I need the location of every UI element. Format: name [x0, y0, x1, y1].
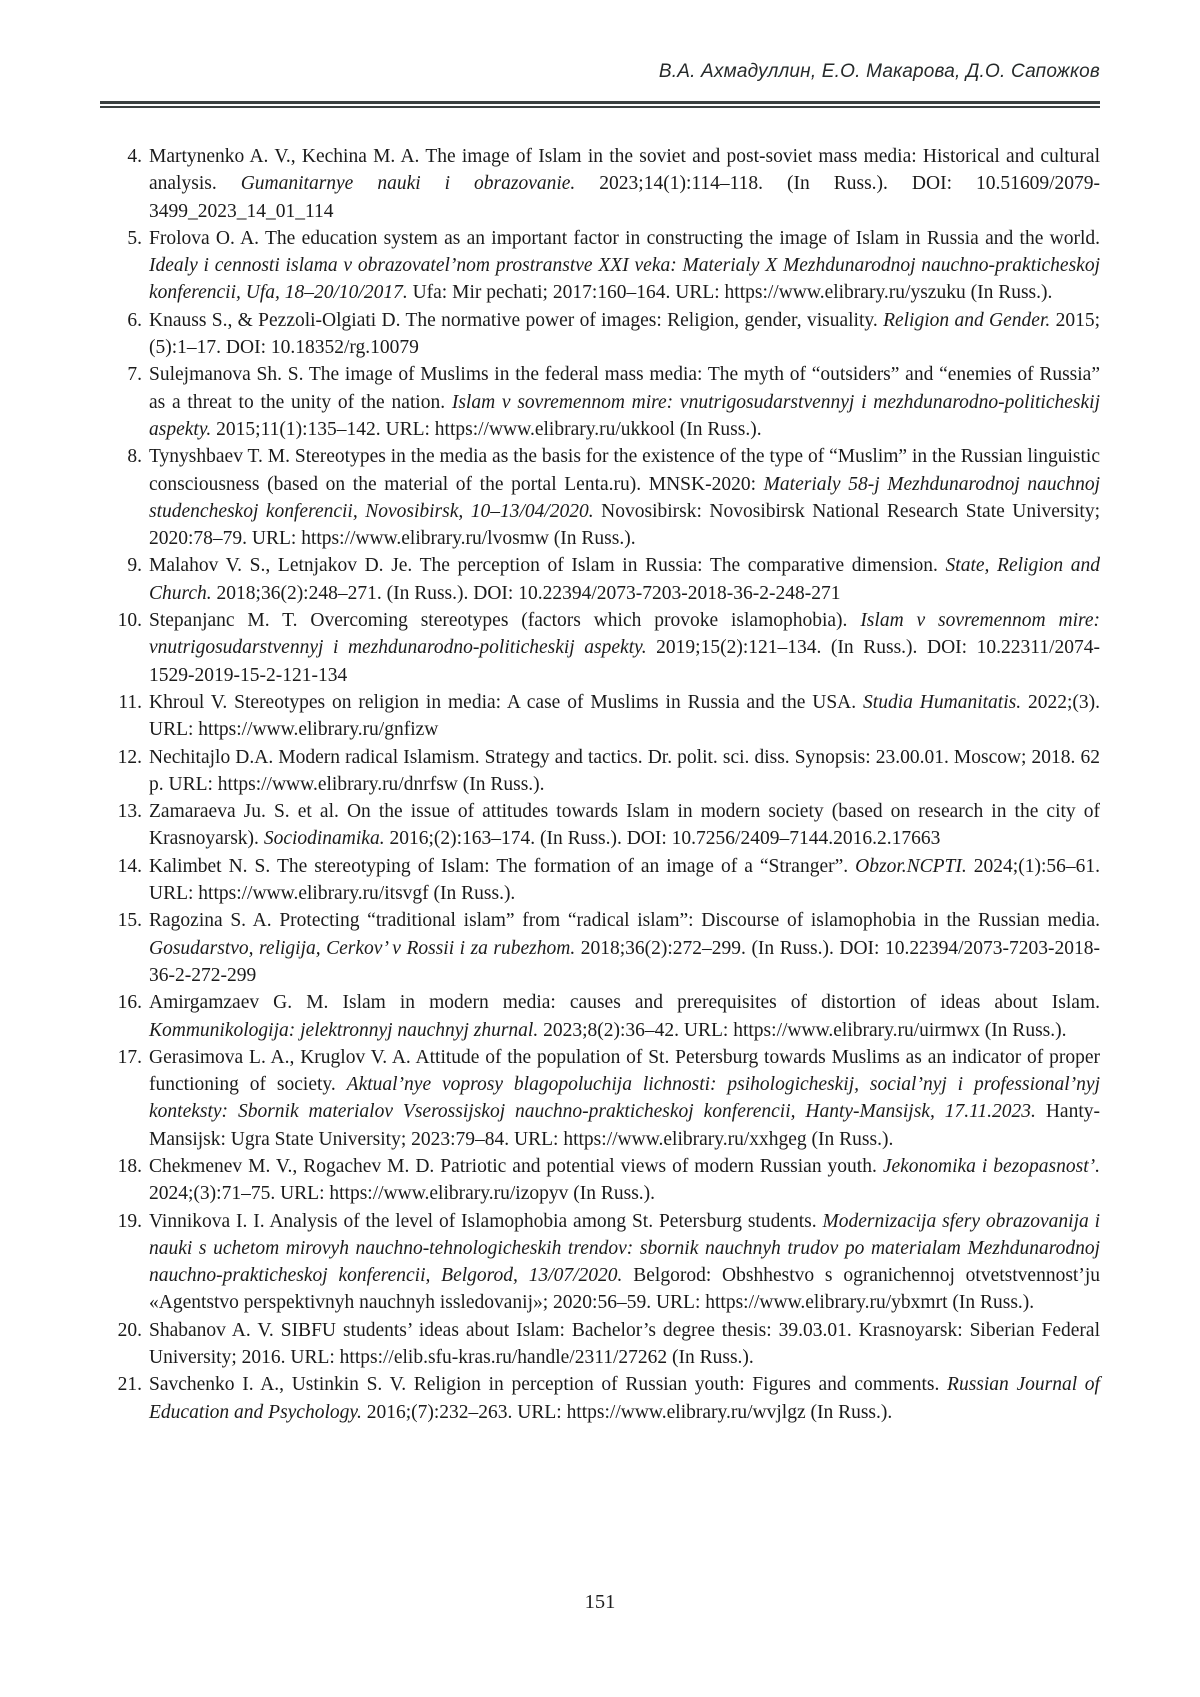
reference-item: [100, 744, 1100, 799]
reference-text: 2018;36(2):272–299. (In Russ.). DOI: 10.22394/2073-7203-2018-36-2-272-299: [149, 937, 1100, 986]
reference-number: 9.: [127, 555, 142, 577]
reference-number: 15.: [117, 910, 142, 932]
reference-item: [100, 989, 1100, 1044]
reference-number: 19.: [117, 1210, 142, 1232]
reference-text: Frolova O. A. The education system as an important factor in constructing the image of Islam in Russia and the world.: [149, 227, 1100, 249]
reference-text: 2019;15(2):121–134. (In Russ.). DOI: 10.22311/2074-1529-2019-15-2-121-134: [149, 637, 1100, 686]
reference-text: Savchenko I. A., Ustinkin S. V. Religion in perception of Russian youth: Figures and comments.: [149, 1374, 948, 1396]
reference-number: 10.: [117, 610, 142, 632]
reference-text: Ragozina S. A. Protecting “traditional islam” from “radical islam”: Discourse of islamophobia in the Russian media.: [149, 910, 1100, 932]
reference-number: 8.: [127, 446, 142, 468]
reference-number: 7.: [127, 364, 142, 386]
reference-source-title: Jekonomika i bezopasnost’.: [882, 1155, 1100, 1177]
reference-source-title: Islam v sovremennom mire: vnutrigosudarstvennyj i mezhdunarodno-politicheskij aspekty.: [149, 610, 1101, 659]
reference-text: 2023;14(1):114–118. (In Russ.). DOI: 10.51609/2079-3499_2023_14_01_114: [149, 173, 1101, 222]
reference-source-title: Materialy 58-j Mezhdunarodnoj nauchnoj studencheskoj konferencii, Novosibirsk, 10–13/04/2020.: [149, 473, 1100, 522]
reference-text: Hanty-Mansijsk: Ugra State University; 2023:79–84. URL: https://www.elibrary.ru/xxhgeg (In Russ.).: [149, 1101, 1100, 1150]
reference-item: [100, 307, 1100, 362]
reference-source-title: Aktual’nye voprosy blagopoluchija lichnosti: psihologicheskij, social’nyj i professional’nyj konteksty: Sbornik materialov Vserossijskoj nauchno-prakticheskoj konferencii, Hanty-Mansijsk, 17.11.2023.: [149, 1074, 1100, 1123]
reference-number: 20.: [117, 1319, 142, 1341]
reference-item: [100, 443, 1100, 552]
reference-text: Stepanjanc M. T. Overcoming stereotypes (factors which provoke islamophobia).: [149, 610, 861, 632]
running-head-authors: В.А. Ахмадуллин, Е.О. Макарова, Д.О. Сапожков: [658, 61, 1100, 82]
reference-source-title: Religion and Gender.: [883, 309, 1051, 331]
reference-source-title: Islam v sovremennom mire: vnutrigosudarstvennyj i mezhdunarodno-politicheskij aspekty.: [149, 391, 1100, 440]
reference-number: 18.: [117, 1155, 142, 1177]
reference-source-title: Sociodinamika.: [263, 828, 385, 850]
reference-text: 2016;(2):163–174. (In Russ.). DOI: 10.7256/2409–7144.2016.2.17663: [384, 828, 941, 850]
page: [100, 0, 1100, 1426]
reference-text: Khroul V. Stereotypes on religion in media: A case of Muslims in Russia and the USA.: [149, 691, 864, 713]
reference-item: [100, 1371, 1100, 1426]
reference-source-title: State, Religion and Church.: [149, 555, 1101, 604]
reference-text: 2024;(1):56–61. URL: https://www.elibrary.ru/itsvgf (In Russ.).: [149, 855, 1100, 905]
reference-text: 2015;(5):1–17. DOI: 10.18352/rg.10079: [149, 309, 1101, 359]
reference-text: Martynenko A. V., Kechina M. A. The image of Islam in the soviet and post-soviet mass media: Historical and cultural analysis.: [149, 146, 1100, 195]
reference-text: Tynyshbaev T. M. Stereotypes in the media as the basis for the existence of the type of “Muslim” in the Russian linguistic consciousness (based on the material of the portal Lenta.ru). MNSK-2020:: [149, 446, 1100, 495]
reference-source-title: Modernizacija sfery obrazovanija i nauki s uchetom mirovyh nauchno-tehnologicheskih trendov: sbornik nauchnyh trudov po materialam Mezhdunarodnoj nauchno-prakticheskoj konferencii, Belgorod, 13/07/2020.: [149, 1210, 1100, 1287]
reference-item: [100, 143, 1100, 225]
reference-text: Malahov V. S., Letnjakov D. Je. The perception of Islam in Russia: The comparative dimension.: [149, 555, 946, 577]
reference-number: 16.: [117, 992, 142, 1014]
reference-text: 2016;(7):232–263. URL: https://www.elibrary.ru/wvjlgz (In Russ.).: [361, 1401, 893, 1423]
reference-text: Novosibirsk: Novosibirsk National Research State University; 2020:78–79. URL: https://www.elibrary.ru/lvosmw (In Russ.).: [149, 500, 1100, 550]
reference-text: Amirgamzaev G. M. Islam in modern media: causes and prerequisites of distortion of ideas about Islam.: [149, 992, 1100, 1014]
reference-text: Kalimbet N. S. The stereotyping of Islam: The formation of an image of a “Stranger”.: [149, 855, 856, 877]
reference-text: Knauss S., & Pezzoli-Olgiati D. The normative power of images: Religion, gender, visuality.: [149, 309, 884, 331]
reference-source-title: Studia Humanitatis.: [863, 691, 1022, 713]
reference-item: [100, 907, 1100, 989]
reference-text: Vinnikova I. I. Analysis of the level of Islamophobia among St. Petersburg students.: [149, 1210, 823, 1232]
reference-number: 12.: [117, 746, 142, 768]
reference-source-title: Idealy i cennosti islama v obrazovatel’nom prostranstve XXI veka: Materialy X Mezhdunarodnoj nauchno-prakticheskoj konferencii, Ufa, 18–20/10/2017.: [149, 255, 1100, 304]
reference-item: [100, 607, 1100, 689]
reference-item: [100, 1044, 1100, 1153]
reference-item: [100, 552, 1100, 607]
reference-number: 11.: [118, 691, 142, 713]
reference-item: [100, 1317, 1100, 1372]
reference-number: 14.: [117, 855, 142, 877]
reference-text: Nechitajlo D.A. Modern radical Islamism. Strategy and tactics. Dr. polit. sci. diss. Synopsis: 23.00.01. Moscow; 2018. 62 p. URL: https://www.elibrary.ru/dnrfsw (In Russ.).: [149, 746, 1100, 795]
reference-source-title: Gosudarstvo, religija, Cerkov’ v Rossii i za rubezhom.: [149, 937, 576, 959]
reference-number: 4.: [127, 146, 142, 167]
reference-item: [100, 1208, 1100, 1317]
reference-source-title: Kommunikologija: jelektronnyj nauchnyj zhurnal.: [149, 1019, 539, 1041]
reference-text: 2015;11(1):135–142. URL: https://www.elibrary.ru/ukkool (In Russ.).: [211, 418, 762, 440]
reference-number: 6.: [127, 309, 142, 331]
reference-number: 13.: [117, 801, 142, 823]
reference-list: [100, 143, 1100, 1426]
reference-text: Ufa: Mir pechati; 2017:160–164. URL: https://www.elibrary.ru/yszuku (In Russ.).: [407, 282, 1053, 304]
reference-source-title: Russian Journal of Education and Psychology.: [149, 1374, 1100, 1423]
header-double-rule: [100, 101, 1100, 108]
reference-item: [100, 1153, 1100, 1208]
reference-source-title: Gumanitarnye nauki i obrazovanie.: [240, 173, 576, 195]
reference-text: Chekmenev M. V., Rogachev M. D. Patriotic and potential views of modern Russian youth.: [149, 1155, 883, 1177]
reference-text: Shabanov A. V. SIBFU students’ ideas about Islam: Bachelor’s degree thesis: 39.03.01. Krasnoyarsk: Siberian Federal University; 2016. URL: https://elib.sfu-kras.ru/handle/2311/27262 (In Russ.).: [149, 1319, 1100, 1369]
reference-text: Gerasimova L. A., Kruglov V. A. Attitude of the population of St. Petersburg towards Muslims as an indicator of proper functioning of society.: [149, 1046, 1100, 1096]
reference-item: [100, 225, 1100, 307]
reference-text: Belgorod: Obshhestvo s ogranichennoj otvetstvennost’ju «Agentstvo perspektivnyh nauchnyh issledovanij»; 2020:56–59. URL: https://www.elibrary.ru/ybxmrt (In Russ.).: [149, 1265, 1101, 1314]
reference-text: Zamaraeva Ju. S. et al. On the issue of attitudes towards Islam in modern society (based on research in the city of Krasnoyarsk).: [149, 801, 1100, 850]
reference-item: [100, 689, 1100, 744]
reference-number: 21.: [117, 1374, 142, 1396]
reference-text: 2022;(3). URL: https://www.elibrary.ru/gnfizw: [149, 691, 1101, 741]
reference-text: 2023;8(2):36–42. URL: https://www.elibrary.ru/uirmwx (In Russ.).: [538, 1019, 1067, 1041]
reference-item: [100, 798, 1100, 853]
reference-source-title: Obzor.NCPTI.: [855, 855, 967, 877]
page-number: 151: [584, 1591, 616, 1613]
reference-item: [100, 361, 1100, 443]
reference-text: Sulejmanova Sh. S. The image of Muslims in the federal mass media: The myth of “outsiders” and “enemies of Russia” as a threat to the unity of the nation.: [149, 364, 1100, 413]
reference-text: 2024;(3):71–75. URL: https://www.elibrary.ru/izopyv (In Russ.).: [149, 1183, 656, 1205]
reference-item: [100, 853, 1100, 908]
reference-number: 17.: [117, 1046, 142, 1068]
reference-text: 2018;36(2):248–271. (In Russ.). DOI: 10.22394/2073-7203-2018-36-2-248-271: [211, 582, 841, 604]
reference-number: 5.: [127, 227, 142, 249]
